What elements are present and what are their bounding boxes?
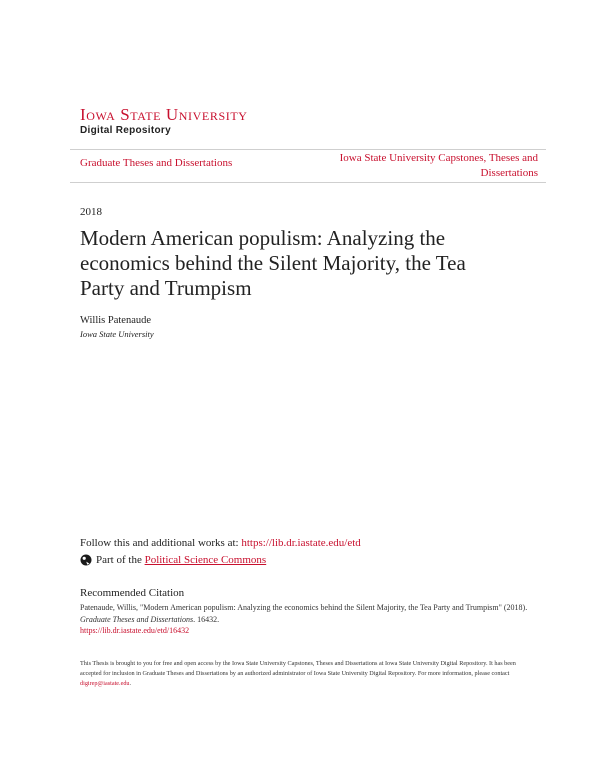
etd-url-link[interactable]: https://lib.dr.iastate.edu/etd	[241, 537, 361, 549]
access-footnote	[80, 659, 530, 689]
divider-bottom	[70, 182, 546, 183]
citation-text	[80, 602, 528, 637]
part-of-line	[80, 554, 266, 566]
divider-top	[70, 149, 546, 150]
contact-email-link[interactable]: digirep@iastate.edu	[80, 680, 130, 687]
part-of-prefix: Part of the	[96, 554, 142, 566]
author-name: Willis Patenaude	[80, 315, 152, 326]
follow-line	[80, 537, 361, 549]
graduate-theses-link[interactable]: Graduate Theses and Dissertations	[80, 157, 233, 169]
footnote-end: .	[129, 680, 132, 687]
citation-url-link[interactable]: https://lib.dr.iastate.edu/etd/16432	[80, 626, 190, 635]
citation-series: Graduate Theses and Dissertations	[80, 614, 194, 624]
citation-number: . 16432.	[193, 614, 220, 624]
bepress-commons-icon	[80, 554, 92, 566]
author-affiliation: Iowa State University	[80, 329, 154, 339]
recommended-citation-heading: Recommended Citation	[80, 587, 185, 599]
capstones-link[interactable]: Iowa State University Capstones, Theses and Dissertations	[339, 152, 538, 179]
collection-right	[308, 151, 538, 181]
follow-prefix: Follow this and additional works at:	[80, 537, 242, 549]
publication-year: 2018	[80, 206, 102, 218]
political-science-commons-link[interactable]: Political Science Commons	[144, 554, 267, 566]
logo-sub-text: Digital Repository	[80, 125, 171, 136]
university-logo[interactable]	[80, 106, 248, 137]
document-title: Modern American populism: Analyzing the economics behind the Silent Majority, the Tea Party and Trumpism	[80, 226, 466, 300]
citation-body: Patenaude, Willis, "Modern American populism: Analyzing the economics behind the Silent Majority, the Tea Party and Trumpism" (2018).	[80, 603, 528, 612]
footnote-text: This Thesis is brought to you for free and open access by the Iowa State University Capstones, Theses and Dissertations at Iowa State University Digital Repository. It has been accepted for inclusion in Graduate Theses and Dissertations by an authorized administrator of Iowa State University Digital Repository. For more information, please contact	[80, 660, 516, 677]
collection-left	[80, 157, 232, 169]
logo-main-text: Iowa State University	[80, 105, 248, 124]
